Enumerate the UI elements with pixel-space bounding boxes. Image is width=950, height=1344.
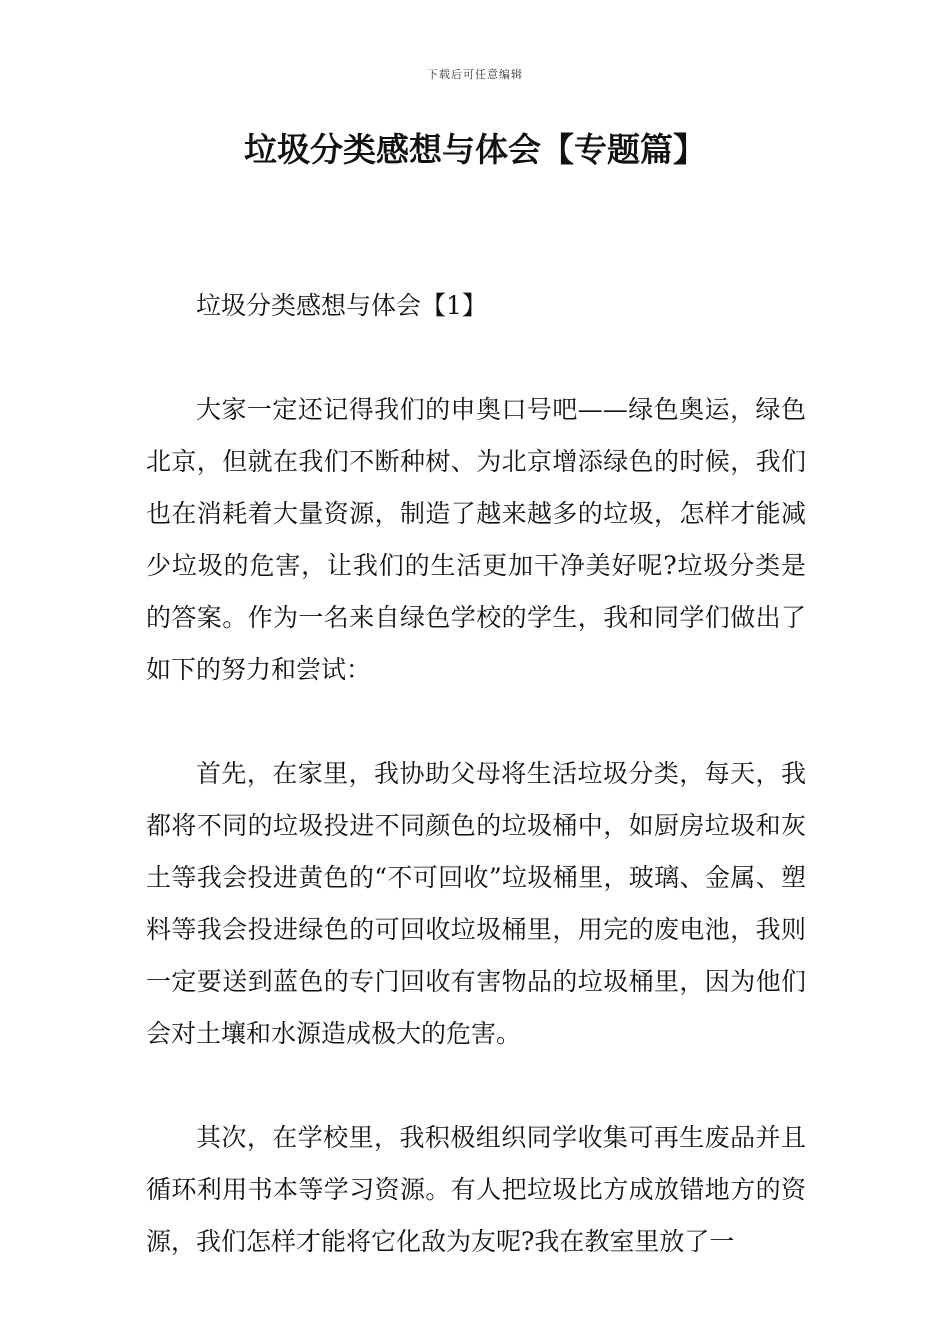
paragraph-1: 大家一定还记得我们的申奥口号吧——绿色奥运，绿色北京，但就在我们不断种树、为北京增添绿色的时候，我们也在消耗着大量资源，制造了越来越多的垃圾，怎样才能减少垃圾的危害，让我们的生活更加干净美好呢?垃圾分类是的答案。作为一名来自绿色学校的学生，我和同学们做出了如下的努力和尝试：: [146, 395, 806, 684]
document-body: [146, 280, 806, 1320]
section-heading: 垃圾分类感想与体会【1】: [196, 291, 487, 320]
header-note: 下载后可任意编辑: [427, 68, 523, 81]
paragraph-3: 其次，在学校里，我积极组织同学收集可再生废品并且循环利用书本等学习资源。有人把垃圾比方成放错地方的资源，我们怎样才能将它化敌为友呢?我在教室里放了一: [146, 1123, 806, 1256]
paragraph-2: 首先，在家里，我协助父母将生活垃圾分类，每天，我都将不同的垃圾投进不同颜色的垃圾桶中，如厨房垃圾和灰土等我会投进黄色的“不可回收”垃圾桶里，玻璃、金属、塑料等我会投进绿色的可回收垃圾桶里，用完的废电池，我则一定要送到蓝色的专门回收有害物品的垃圾桶里，因为他们会对土壤和水源造成极大的危害。: [146, 759, 806, 1048]
document-title: 垃圾分类感想与体会【专题篇】: [244, 130, 706, 169]
